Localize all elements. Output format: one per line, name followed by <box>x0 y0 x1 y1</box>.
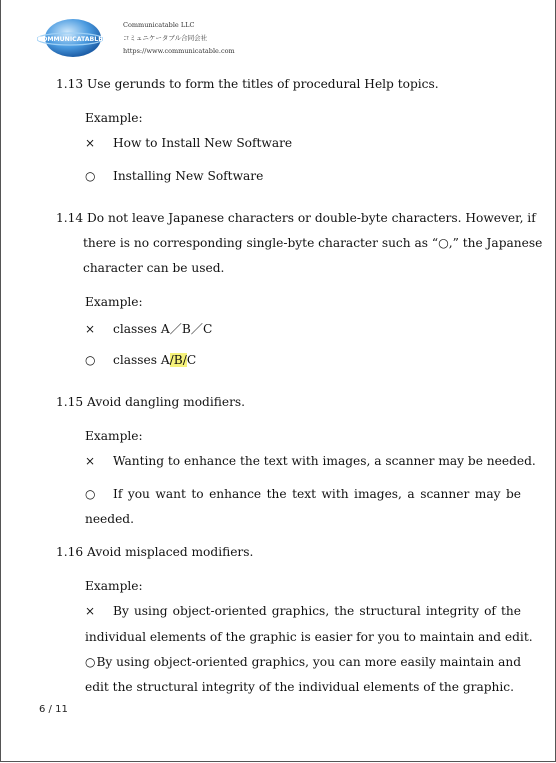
highlighted-text: /B/ <box>169 353 187 367</box>
good-example-text-end: C <box>186 353 197 367</box>
company-url[interactable]: https://www.communicatable.com <box>123 47 235 55</box>
bad-example-text: Wanting to enhance the text with images, a scanner may be needed. <box>113 454 536 468</box>
letterhead <box>31 14 331 62</box>
cross-mark-icon: × <box>85 322 96 336</box>
bad-example-text: How to Install New Software <box>113 136 293 150</box>
company-name-japanese: コミュニケータブル合同会社 <box>123 34 208 42</box>
good-example-text: Installing New Software <box>113 169 264 183</box>
good-example-text-continued: edit the structural integrity of the individual elements of the graphic. <box>85 680 514 694</box>
section-heading: 1.13 Use gerunds to form the titles of procedural Help topics. <box>56 77 439 91</box>
good-example-text-continued: needed. <box>85 512 134 526</box>
example-label: Example: <box>85 111 143 125</box>
good-example <box>85 487 521 501</box>
circle-mark-icon: ○ <box>85 353 96 367</box>
company-logo <box>37 18 103 58</box>
good-example-text: If you want to enhance the text with images, a scanner may be <box>113 487 521 501</box>
bad-example <box>85 454 536 468</box>
example-label: Example: <box>85 579 143 593</box>
section-heading-continued: there is no corresponding single-byte character such as “○,” the Japanese <box>83 236 543 250</box>
cross-mark-icon: × <box>85 454 96 468</box>
good-example <box>85 655 521 669</box>
good-example-text: By using object-oriented graphics, you can more easily maintain and <box>96 655 521 669</box>
page-number: 6 / 11 <box>39 704 68 715</box>
good-example <box>85 353 196 367</box>
example-label: Example: <box>85 429 143 443</box>
good-example <box>85 169 263 183</box>
section-heading-continued: character can be used. <box>83 261 225 275</box>
bad-example <box>85 604 521 618</box>
circle-mark-icon: ○ <box>85 655 96 669</box>
cross-mark-icon: × <box>85 604 96 618</box>
logo-text: COMMUNICATABLE <box>37 36 103 43</box>
bad-example <box>85 320 212 337</box>
bad-example-text: By using object-oriented graphics, the structural integrity of the <box>113 604 521 618</box>
bad-example-text-continued: individual elements of the graphic is easier for you to maintain and edit. <box>85 630 533 644</box>
section-heading: 1.14 Do not leave Japanese characters or double-byte characters. However, if <box>56 211 536 225</box>
cross-mark-icon: × <box>85 136 96 150</box>
company-name: Communicatable LLC <box>123 21 195 29</box>
company-info <box>123 19 235 58</box>
circle-mark-icon: ○ <box>85 169 96 183</box>
circle-mark-icon: ○ <box>85 487 96 501</box>
section-heading: 1.15 Avoid dangling modifiers. <box>56 395 246 409</box>
bad-example-text: classes A／B／C <box>113 322 213 336</box>
example-label: Example: <box>85 295 143 309</box>
section-heading: 1.16 Avoid misplaced modifiers. <box>56 545 254 559</box>
good-example-text: classes A <box>113 353 170 367</box>
bad-example <box>85 136 292 150</box>
